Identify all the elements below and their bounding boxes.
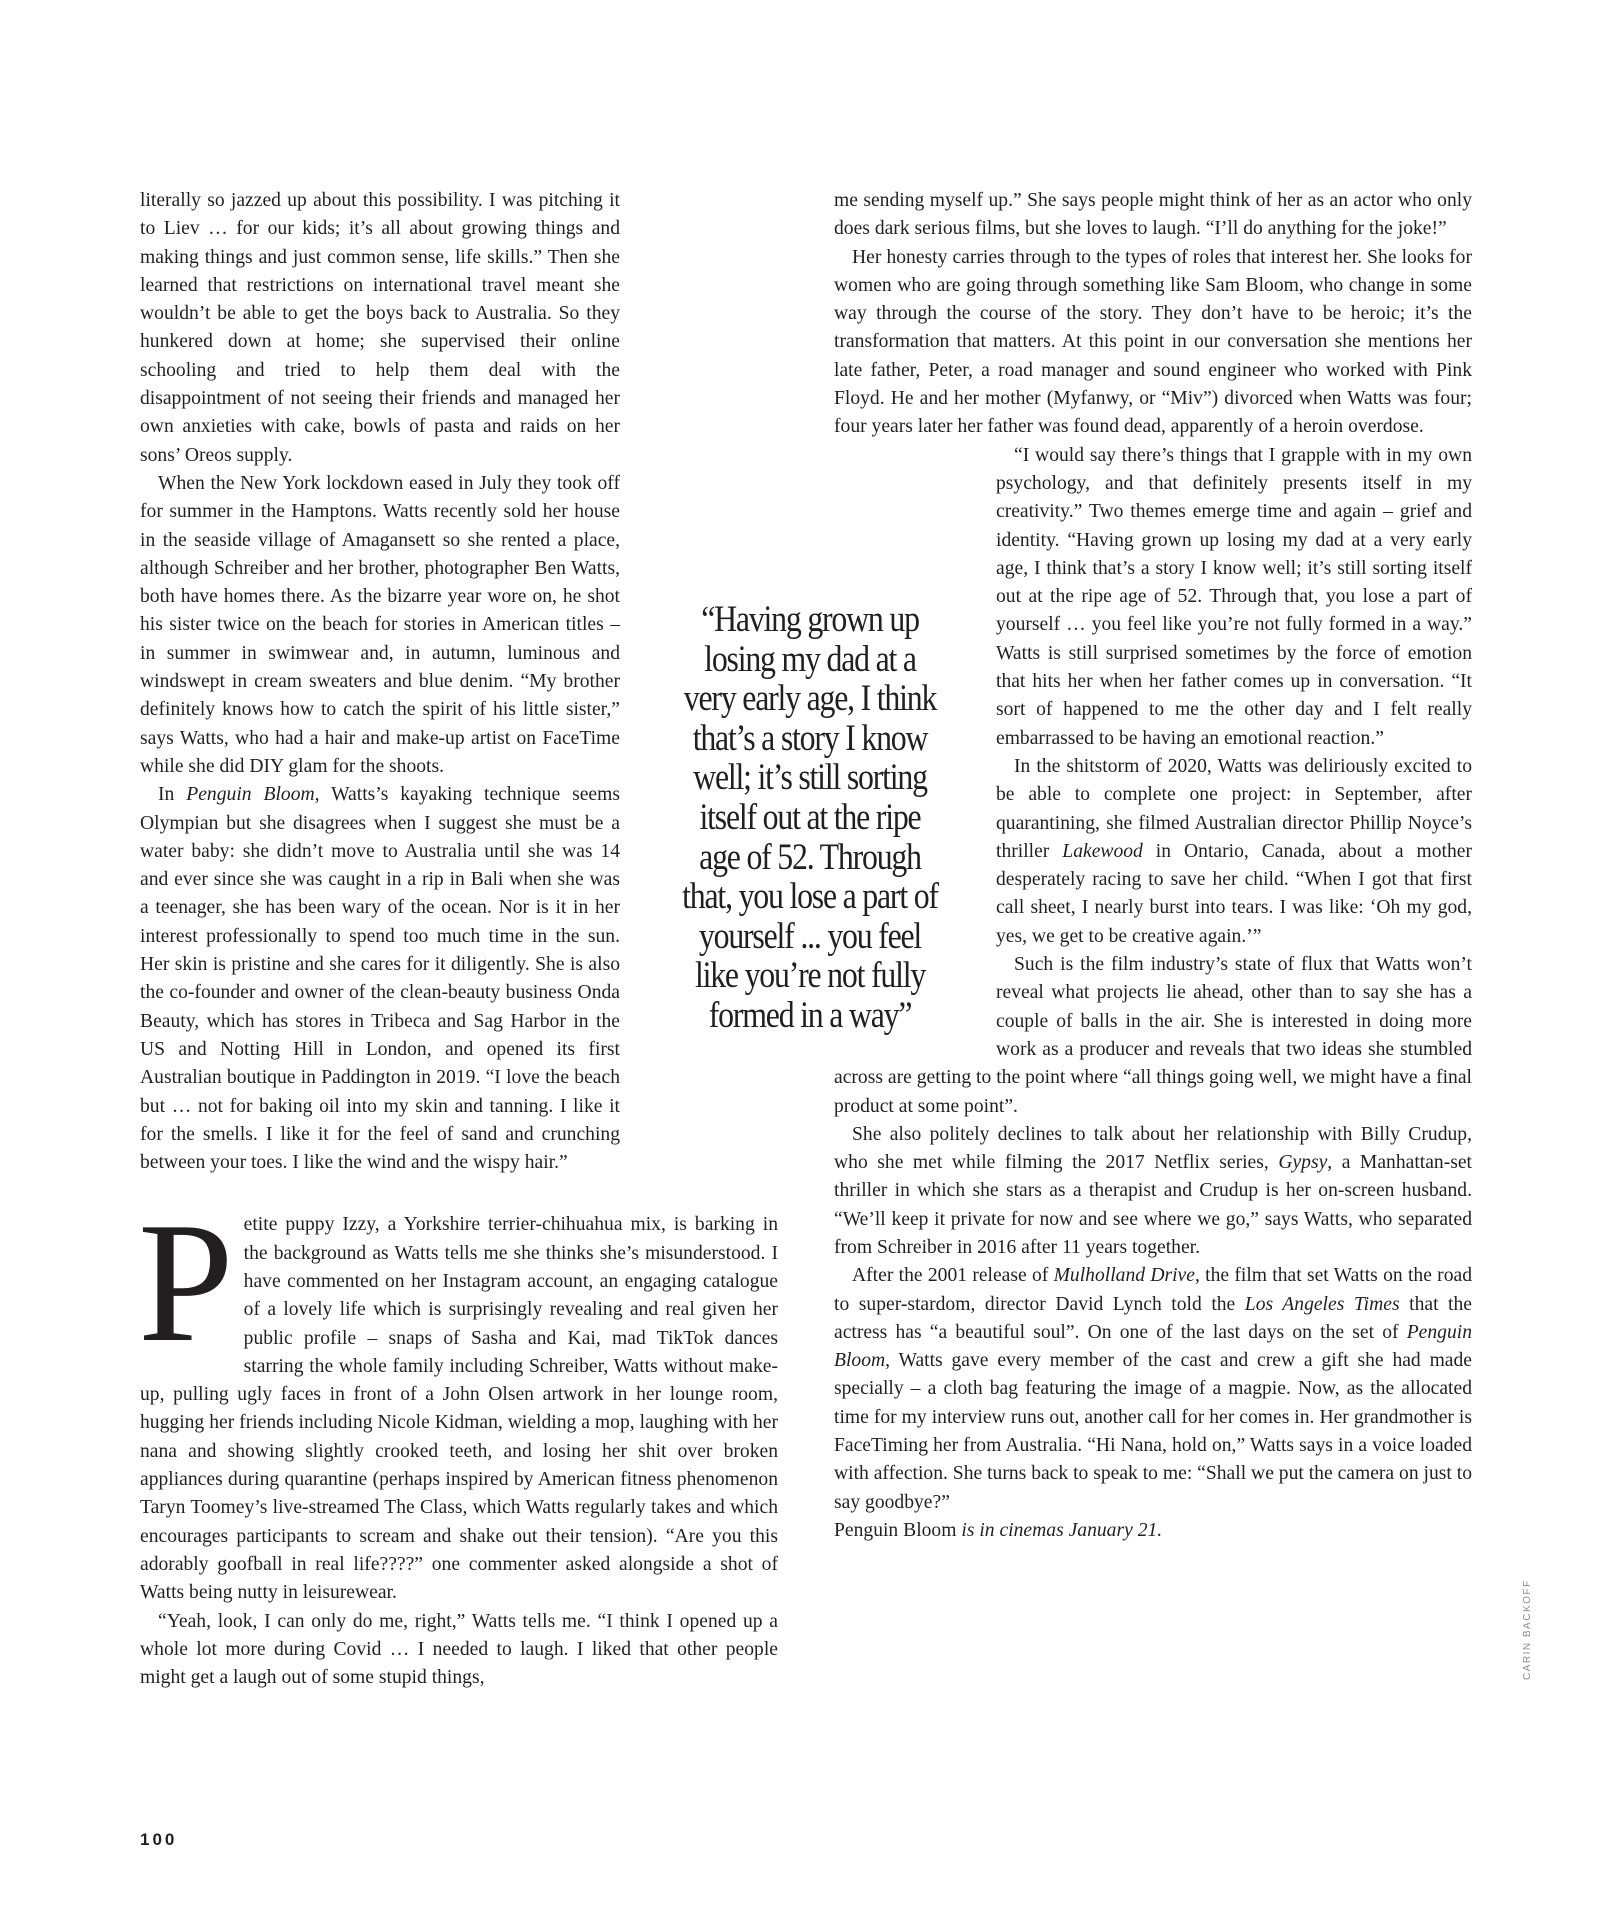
- paragraph: After the 2001 release of Mulholland Drive, the film that set Watts on the road to super-stardom, director David Lynch told the Los Angeles Times that the actress has “a beautiful soul”. On one of the last days on the set of Penguin Bloom, Watts gave every member of the cast and crew a gift she had made specially – a cloth bag featuring the image of a magpie. Now, as the allocated time for my interview runs out, another call for her comes in. Her grandmother is FaceTiming her from Australia. “Hi Nana, hold on,” Watts says in a voice loaded with affection. She turns back to speak to me: “Shall we put the camera on just to say goodbye?”: [834, 1265, 1472, 1513]
- drop-cap: P: [138, 1188, 234, 1379]
- paragraph: “Yeah, look, I can only do me, right,” Watts tells me. “I think I opened up a whole lot more during Covid … I needed to laugh. I liked that other people might get a laugh out of some stupid things,: [140, 1610, 778, 1689]
- photo-credit: CARIN BACKOFF: [1522, 1579, 1533, 1680]
- paragraph: literally so jazzed up about this possibility. I was pitching it to Liev … for our kids; it’s all about growing things and making things and just common sense, life skills.” Then she learned that restrictions on international travel meant she wouldn’t be able to get the boys back to Australia. So they hunkered down at home; she supervised their online schooling and tried to help them deal with the disappointment of not seeing their friends and managed her own anxieties with cake, bowls of pasta and raids on her sons’ Oreos supply.: [140, 190, 620, 466]
- paragraph: In Penguin Bloom, Watts’s kayaking technique seems Olympian but she disagrees when I suggest she must be a water baby: she didn’t move to Australia until she was 14 and ever since she was caught in a rip in Bali when she was a teenager, she has been wary of the ocean. Nor is it in her interest professionally to spend too much time in the sun. Her skin is pristine and she cares for it diligently. She is also the co-founder and owner of the clean-beauty business Onda Beauty, which has stores in Tribeca and Sag Harbor in the US and Notting Hill in London, and opened its first Australian boutique in Paddington in 2019. “I love the beach but … not for baking oil into my skin and tanning. I like it for the smells. I like it for the feel of sand and crunching between your toes. I like the wind and the wispy hair.”: [140, 784, 620, 1174]
- pull-quote: “Having grown up losing my dad at a very early age, I think that’s a story I know well; it’s still sorting itself out at the ripe age of 52. Through that, you lose a part of yourself ... you feel like you’re not fully formed in a way”: [682, 599, 938, 1036]
- page-number: 100: [140, 1830, 178, 1849]
- paragraph: me sending myself up.” She says people might think of her as an actor who only does dark serious films, but she loves to laugh. “I’ll do anything for the joke!”: [834, 190, 1472, 240]
- film-release-note: Penguin Bloom is in cinemas January 21.: [834, 1519, 1163, 1541]
- paragraph: Her honesty carries through to the types of roles that interest her. She looks for women who are going through something like Sam Bloom, who change in some way through the course of the story. They don’t have to be heroic; it’s the transformation that matters. At this point in our conversation she mentions her late father, Peter, a road manager and sound engineer who worked with Pink Floyd. He and her mother (Myfanwy, or “Miv”) divorced when Watts was four; four years later her father was found dead, apparently of a heroin overdose.: [834, 246, 1472, 438]
- paragraph: Such is the film industry’s state of flux that Watts won’t reveal what projects lie ahead, other than to say she has a couple of balls in the air. She is interested in doing more work as a producer and reveals that two ideas she stumbled across are getting to the point where “all things going well, we might have a final product at some point”.: [834, 954, 1472, 1117]
- paragraph: When the New York lockdown eased in July they took off for summer in the Hamptons. Watts recently sold her house in the seaside village of Amagansett so she rented a place, although Schreiber and her brother, photographer Ben Watts, both have homes there. As the bizarre year wore on, he shot his sister twice on the beach for stories in American titles – in summer in swimwear and, in autumn, luminous and windswept in cream sweaters and blue denim. “My brother definitely knows how to catch the spirit of his little sister,” says Watts, who had a hair and make-up artist on FaceTime while she did DIY glam for the shoots.: [140, 472, 620, 777]
- paragraph: In the shitstorm of 2020, Watts was deliriously excited to be able to complete one project: in September, after quarantining, she filmed Australian director Phillip Noyce’s thriller Lakewood in Ontario, Canada, about a mother desperately racing to save her child. “When I got that first call sheet, I nearly burst into tears. I was like: ‘Oh my god, yes, we get to be creative again.’”: [996, 755, 1473, 947]
- paragraph: Petite puppy Izzy, a Yorkshire terrier-chihuahua mix, is barking in the background as Watts tells me she thinks she’s misunderstood. I have commented on her Instagram account, an engaging catalogue of a lovely life which is surprisingly revealing and real given her public profile – snaps of Sasha and Kai, mad TikTok dances starring the whole family including Schreiber, Watts without make-up, pulling ugly faces in front of a John Olsen artwork in her lounge room, hugging her friends including Nicole Kidman, wielding a mop, laughing with her nana and showing slightly crooked teeth, and losing her shit over broken appliances during quarantine (perhaps inspired by American fitness phenomenon Taryn Toomey’s live-streamed The Class, which Watts regularly takes and which encourages participants to scream and shake out their tension). “Are you this adorably goofball in real life????” one commenter asked alongside a shot of Watts being nutty in leisurewear.: [138, 1188, 778, 1604]
- paragraph: “I would say there’s things that I grapple with in my own psychology, and that definitely presents itself in my creativity.” Two themes emerge time and again – grief and identity. “Having grown up losing my dad at a very early age, I think that’s a story I know well; it’s still sorting itself out at the ripe age of 52. Through that, you lose a part of yourself … you feel like you’re not fully formed in a way.” Watts is still surprised sometimes by the force of emotion that hits her when her father comes up in conversation. “It sort of happened to me the other day and I felt really embarrassed to be having an emotional reaction.”: [996, 444, 1472, 749]
- paragraph: She also politely declines to talk about her relationship with Billy Crudup, who she met while filming the 2017 Netflix series, Gypsy, a Manhattan-set thriller in which she stars as a therapist and Crudup is her on-screen husband. “We’ll keep it private for now and see where we go,” says Watts, who separated from Schreiber in 2016 after 11 years together.: [834, 1123, 1473, 1258]
